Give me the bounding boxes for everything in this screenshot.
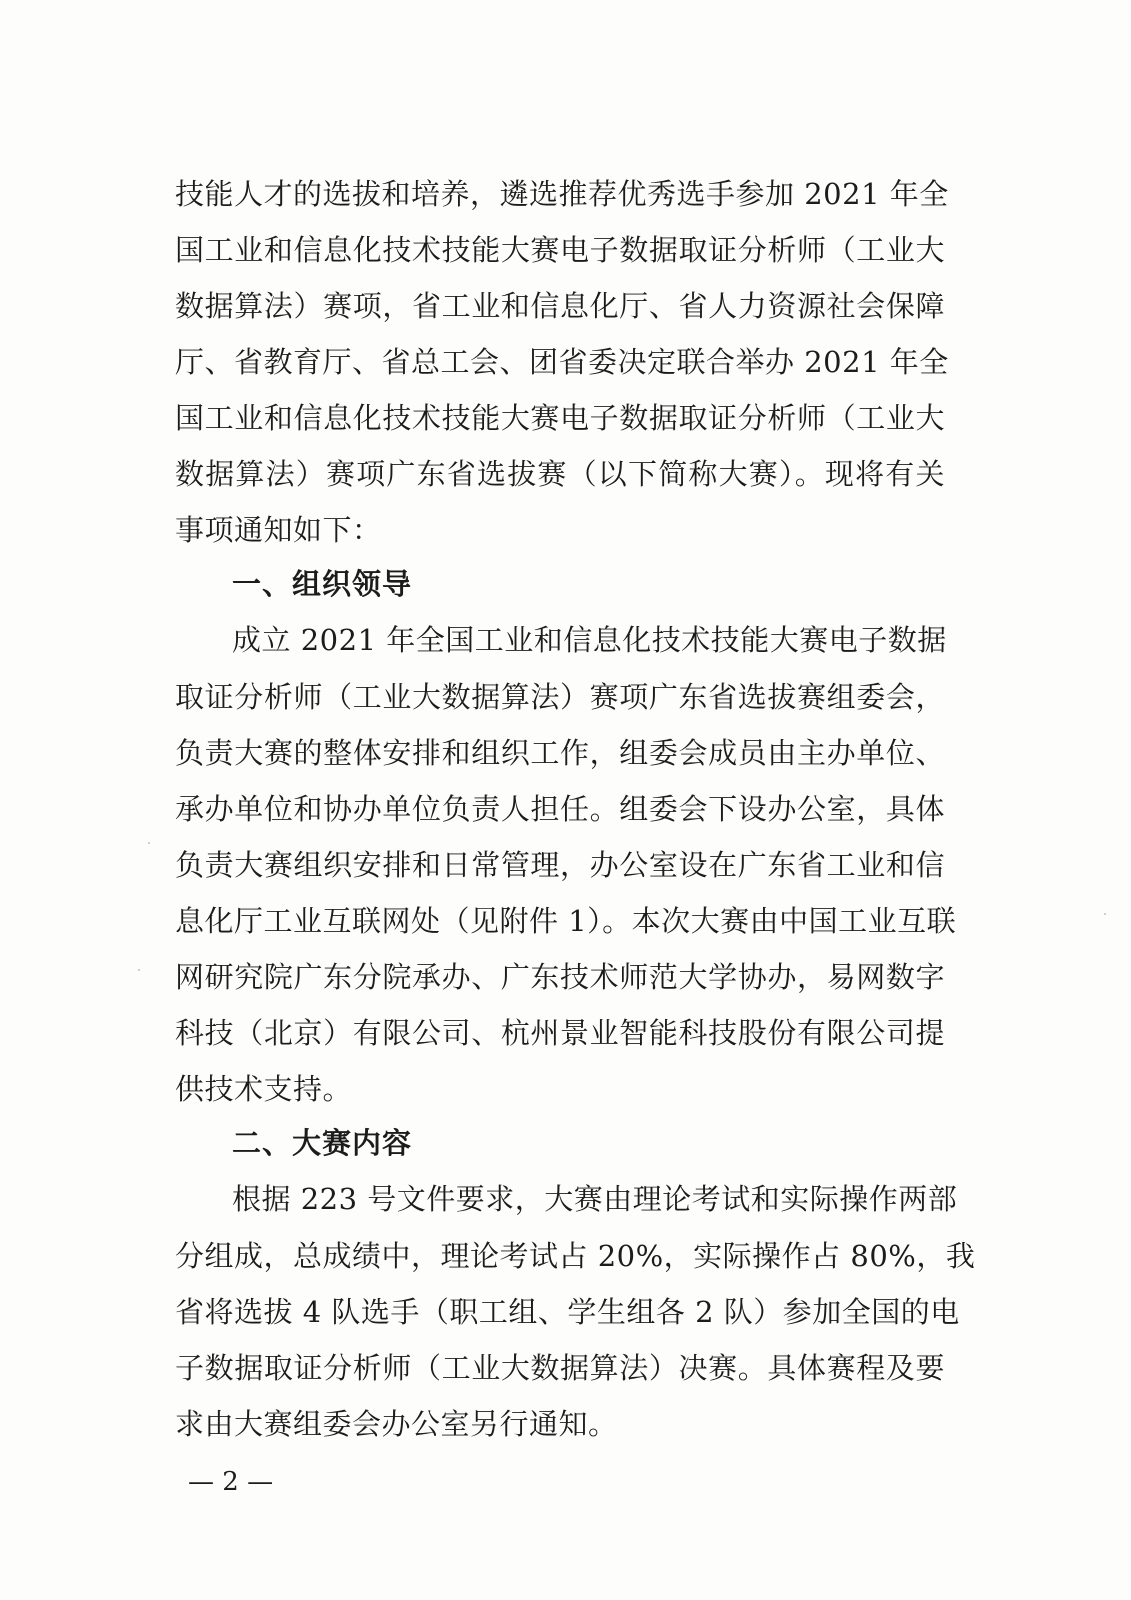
scan-speck: [1104, 913, 1106, 915]
scan-speck: [148, 842, 150, 844]
body-line: 承办单位和协办单位负责人担任。组委会下设办公室，具体: [175, 792, 945, 826]
body-line: 网研究院广东分院承办、广东技术师范大学协办，易网数字: [175, 960, 945, 994]
body-line: 厅、省教育厅、省总工会、团省委决定联合举办 2021 年全: [175, 345, 949, 379]
body-line: 根据 223 号文件要求，大赛由理论考试和实际操作两部: [232, 1182, 958, 1216]
body-line: 国工业和信息化技术技能大赛电子数据取证分析师（工业大: [175, 233, 945, 267]
body-line: 技能人才的选拔和培养，遴选推荐优秀选手参加 2021 年全: [175, 177, 949, 211]
page-number: — 2 —: [188, 1467, 274, 1497]
body-line: 息化厅工业互联网处（见附件 1）。本次大赛由中国工业互联: [175, 904, 957, 938]
body-line: 数据算法）赛项，省工业和信息化厅、省人力资源社会保障: [175, 289, 945, 323]
body-line: 科技（北京）有限公司、杭州景业智能科技股份有限公司提: [175, 1016, 945, 1050]
body-line: 供技术支持。: [175, 1072, 353, 1106]
body-line: 子数据取证分析师（工业大数据算法）决赛。具体赛程及要: [175, 1351, 945, 1385]
body-line: 负责大赛的整体安排和组织工作，组委会成员由主办单位、: [175, 736, 945, 770]
body-line: 省将选拔 4 队选手（职工组、学生组各 2 队）参加全国的电: [175, 1295, 960, 1329]
body-line: 事项通知如下：: [175, 513, 382, 547]
section-heading: 二、大赛内容: [232, 1126, 413, 1160]
body-line: 分组成，总成绩中，理论考试占 20%，实际操作占 80%，我: [175, 1239, 976, 1273]
body-line: 负责大赛组织安排和日常管理，办公室设在广东省工业和信: [175, 848, 945, 882]
body-line: 数据算法）赛项广东省选拔赛（以下简称大赛）。现将有关: [175, 457, 945, 491]
body-line: 国工业和信息化技术技能大赛电子数据取证分析师（工业大: [175, 401, 945, 435]
body-line: 取证分析师（工业大数据算法）赛项广东省选拔赛组委会，: [175, 680, 945, 714]
scan-speck: [138, 969, 140, 971]
section-heading: 一、组织领导: [232, 567, 413, 601]
body-line: 成立 2021 年全国工业和信息化技术技能大赛电子数据: [232, 623, 947, 657]
body-line: 求由大赛组委会办公室另行通知。: [175, 1407, 618, 1441]
